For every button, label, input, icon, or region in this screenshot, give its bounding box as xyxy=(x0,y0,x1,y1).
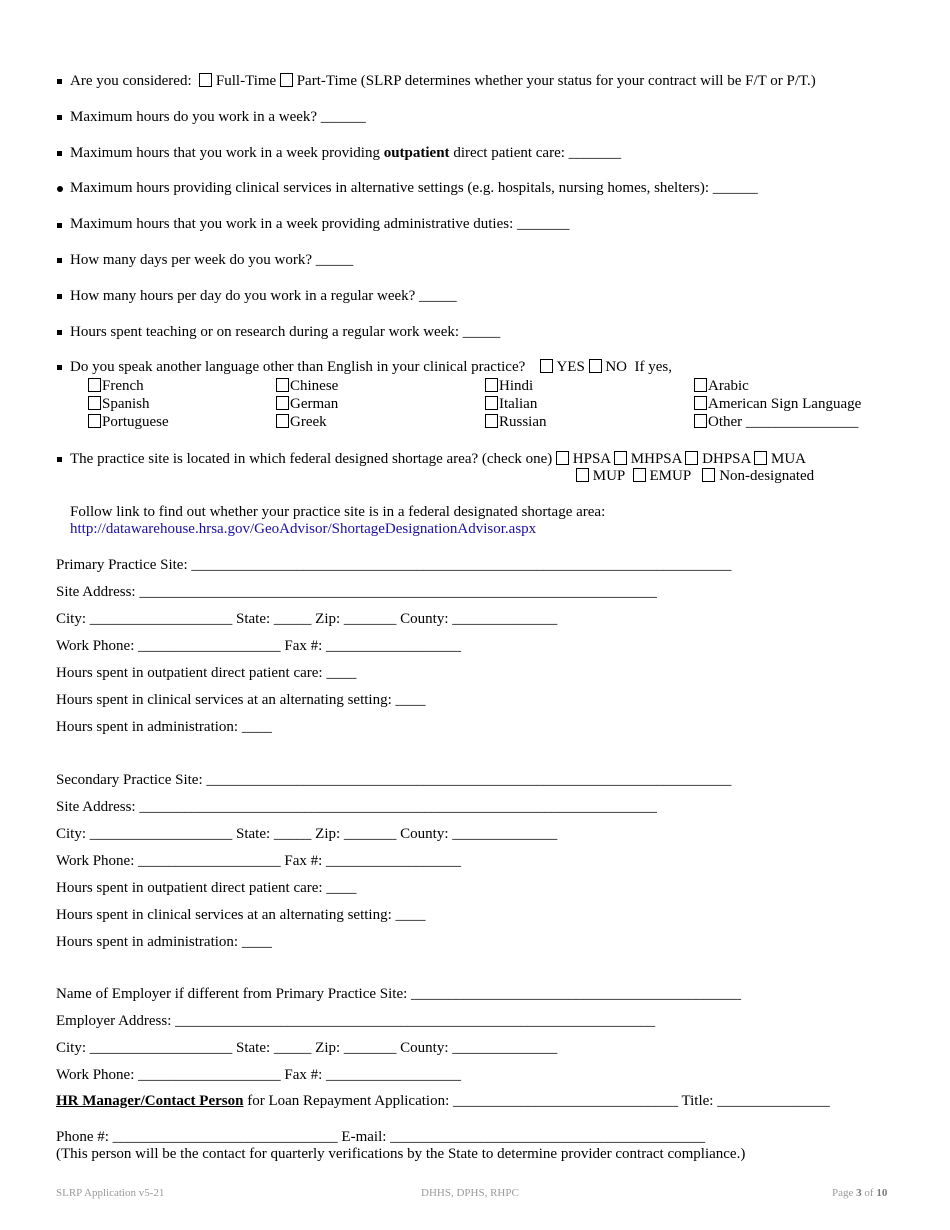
mup-checkbox[interactable] xyxy=(576,468,589,482)
language-option[interactable]: Arabic xyxy=(694,377,749,395)
primary-outpatient-hours-field[interactable]: Hours spent in outpatient direct patient care: ____ xyxy=(56,665,357,681)
secondary-phone-fax-field[interactable]: Work Phone: ___________________ Fax #: __________________ xyxy=(56,853,462,869)
non-designated-checkbox[interactable] xyxy=(702,468,715,482)
primary-phone-fax-field[interactable]: Work Phone: ___________________ Fax #: __________________ xyxy=(56,638,462,654)
primary-clinical-hours-field[interactable]: Hours spent in clinical services at an alternating setting: ____ xyxy=(56,692,426,708)
bullet xyxy=(57,330,62,335)
language-option[interactable]: Spanish xyxy=(88,395,150,413)
secondary-site-field[interactable]: Secondary Practice Site: ______________________________________________________________________ xyxy=(56,772,732,788)
hpsa-checkbox[interactable] xyxy=(556,451,569,465)
secondary-city-state-zip-field[interactable]: City: ___________________ State: _____ Zip: _______ County: ______________ xyxy=(56,826,558,842)
max-hours-question: Maximum hours do you work in a week? ______ xyxy=(70,109,366,125)
primary-address-field[interactable]: Site Address: _____________________________________________________________________ xyxy=(56,584,657,600)
dhpsa-checkbox[interactable] xyxy=(685,451,698,465)
checkbox[interactable] xyxy=(485,378,498,392)
language-option[interactable]: Hindi xyxy=(485,377,533,395)
checkbox[interactable] xyxy=(276,396,289,410)
language-option[interactable]: French xyxy=(88,377,144,395)
footer-agency: DHHS, DPHS, RHPC xyxy=(421,1187,519,1199)
hr-phone-email-field[interactable]: Phone #: ______________________________ E-mail: __________________________________________ xyxy=(56,1129,706,1145)
checkbox[interactable] xyxy=(88,378,101,392)
bullet xyxy=(57,186,63,192)
shortage-area-question: The practice site is located in which federal designed shortage area? (check one) HPSA MHPSA DHPSA MUA xyxy=(70,451,807,467)
hours-per-day-question: How many hours per day do you work in a regular week? _____ xyxy=(70,288,457,304)
shortage-advisor-link[interactable]: http://datawarehouse.hrsa.gov/GeoAdvisor/ShortageDesignationAdvisor.aspx xyxy=(70,521,537,537)
admin-hours-question: Maximum hours that you work in a week providing administrative duties: _______ xyxy=(70,216,570,232)
bullet xyxy=(57,294,62,299)
secondary-admin-hours-field[interactable]: Hours spent in administration: ____ xyxy=(56,934,272,950)
checkbox[interactable] xyxy=(88,414,101,428)
checkbox[interactable] xyxy=(485,396,498,410)
teaching-hours-question: Hours spent teaching or on research during a regular work week: _____ xyxy=(70,324,501,340)
employment-status-question: Are you considered: Full-Time Part-Time (SLRP determines whether your status for your contract will be F/T or P/T.) xyxy=(70,73,816,89)
language-option[interactable]: German xyxy=(276,395,338,413)
bullet xyxy=(57,365,62,370)
checkbox[interactable] xyxy=(694,378,707,392)
secondary-clinical-hours-field[interactable]: Hours spent in clinical services at an alternating setting: ____ xyxy=(56,907,426,923)
hr-contact-note: (This person will be the contact for quarterly verifications by the State to determine provider contract compliance.) xyxy=(56,1146,746,1162)
employer-city-state-zip-field[interactable]: City: ___________________ State: _____ Zip: _______ County: ______________ xyxy=(56,1040,558,1056)
language-option[interactable]: Italian xyxy=(485,395,537,413)
mua-checkbox[interactable] xyxy=(754,451,767,465)
language-option[interactable]: American Sign Language xyxy=(694,395,861,413)
employer-phone-fax-field[interactable]: Work Phone: ___________________ Fax #: __________________ xyxy=(56,1067,462,1083)
language-option[interactable]: Russian xyxy=(485,413,547,431)
bullet xyxy=(57,223,62,228)
secondary-address-field[interactable]: Site Address: _____________________________________________________________________ xyxy=(56,799,657,815)
employer-name-field[interactable]: Name of Employer if different from Primary Practice Site: ____________________________________________ xyxy=(56,986,742,1002)
hr-contact-field[interactable]: HR Manager/Contact Person for Loan Repayment Application: ______________________________ Title: _______________ xyxy=(56,1093,830,1109)
alt-settings-question: Maximum hours providing clinical services in alternative settings (e.g. hospitals, nursing homes, shelters): ______ xyxy=(70,180,758,196)
checkbox[interactable] xyxy=(694,396,707,410)
secondary-outpatient-hours-field[interactable]: Hours spent in outpatient direct patient care: ____ xyxy=(56,880,357,896)
primary-site-field[interactable]: Primary Practice Site: ________________________________________________________________________ xyxy=(56,557,732,573)
bullet xyxy=(57,457,62,462)
shortage-follow-text: Follow link to find out whether your practice site is in a federal designated shortage area: xyxy=(70,504,606,520)
primary-city-state-zip-field[interactable]: City: ___________________ State: _____ Zip: _______ County: ______________ xyxy=(56,611,558,627)
primary-admin-hours-field[interactable]: Hours spent in administration: ____ xyxy=(56,719,272,735)
language-option[interactable]: Chinese xyxy=(276,377,338,395)
checkbox[interactable] xyxy=(88,396,101,410)
bullet xyxy=(57,79,62,84)
bullet xyxy=(57,115,62,120)
emup-checkbox[interactable] xyxy=(633,468,646,482)
language-option[interactable]: Other _______________ xyxy=(694,413,858,431)
language-no-checkbox[interactable] xyxy=(589,359,602,373)
full-time-checkbox[interactable] xyxy=(199,73,212,87)
footer-page-number: Page 3 of 10 xyxy=(832,1187,888,1199)
employer-address-field[interactable]: Employer Address: ________________________________________________________________ xyxy=(56,1013,656,1029)
bullet xyxy=(57,258,62,263)
checkbox[interactable] xyxy=(276,378,289,392)
shortage-area-options-row2: MUP EMUP Non-designated xyxy=(576,468,814,485)
language-yes-checkbox[interactable] xyxy=(540,359,553,373)
checkbox[interactable] xyxy=(485,414,498,428)
days-per-week-question: How many days per week do you work? _____ xyxy=(70,252,354,268)
bullet xyxy=(57,151,62,156)
footer-version: SLRP Application v5-21 xyxy=(56,1187,165,1199)
checkbox[interactable] xyxy=(694,414,707,428)
outpatient-hours-question: Maximum hours that you work in a week providing outpatient direct patient care: _______ xyxy=(70,145,622,161)
language-option[interactable]: Portuguese xyxy=(88,413,169,431)
mhpsa-checkbox[interactable] xyxy=(614,451,627,465)
language-option[interactable]: Greek xyxy=(276,413,327,431)
hr-contact-label: HR Manager/Contact Person xyxy=(56,1093,244,1109)
language-question: Do you speak another language other than English in your clinical practice? YES NO If yes, xyxy=(70,359,672,375)
checkbox[interactable] xyxy=(276,414,289,428)
part-time-checkbox[interactable] xyxy=(280,73,293,87)
